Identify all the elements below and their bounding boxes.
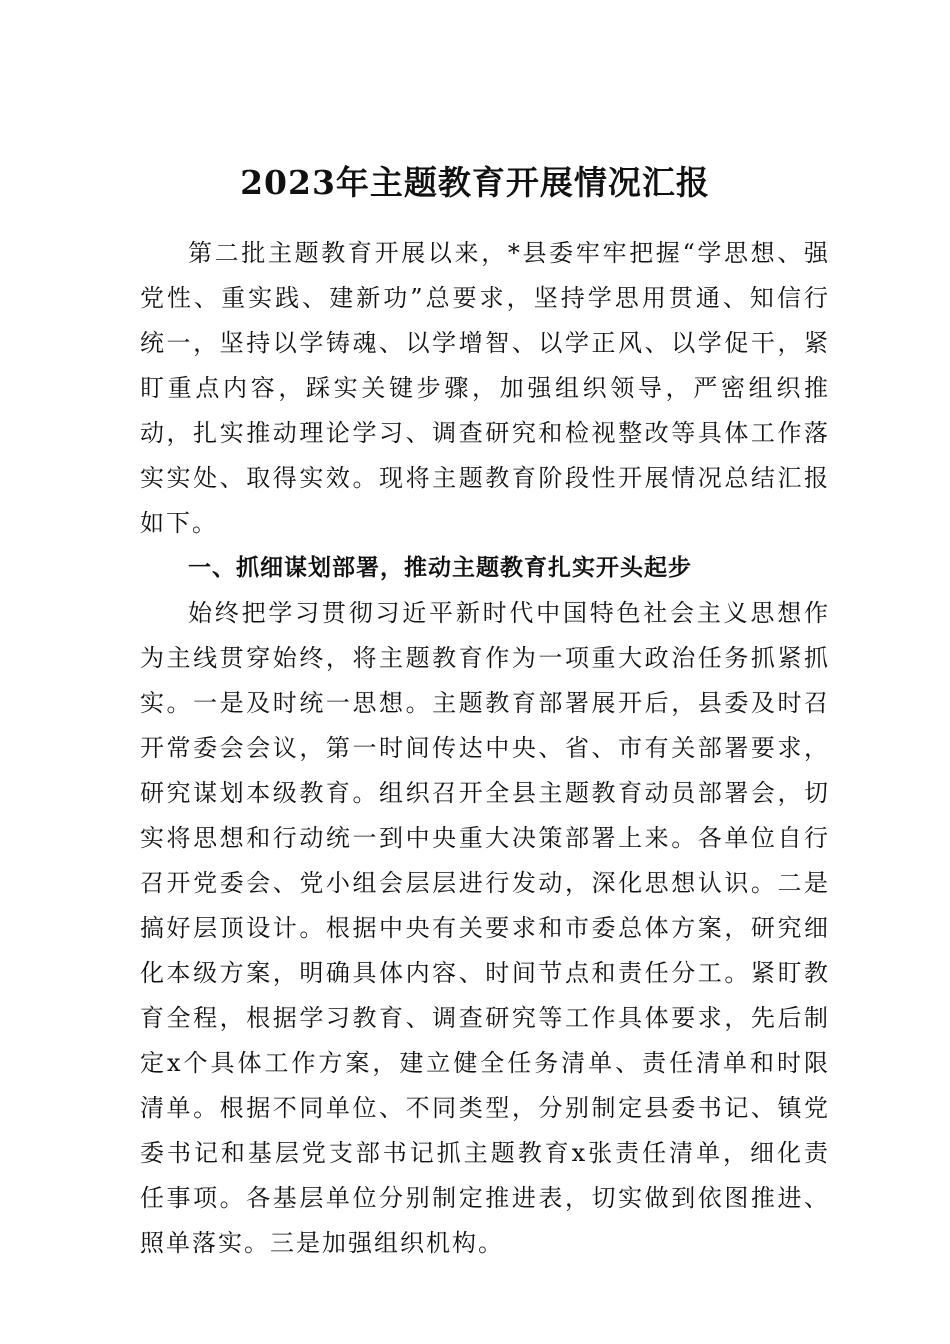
intro-paragraph: 第二批主题教育开展以来，*县委牢牢把握“学思想、强党性、重实践、建新功”总要求，坚持学思用贯通、知信行统一，坚持以学铸魂、以学增智、以学正风、以学促干，紧盯重点内容，踩实关键步骤，加强组织领导，严密组织推动，扎实推动理论学习、调查研究和检视整改等具体工作落实实处、取得实效。现将主题教育阶段性开展情况总结汇报如下。 [140, 239, 830, 537]
section-heading-1: 一、抓细谋划部署，推动主题教育扎实开头起步 [188, 555, 692, 581]
document-body [140, 231, 830, 1266]
document-title: 2023年主题教育开展情况汇报 [240, 163, 710, 203]
section-1-paragraph: 始终把学习贯彻习近平新时代中国特色社会主义思想作为主线贯穿始终，将主题教育作为一项重大政治任务抓紧抓实。一是及时统一思想。主题教育部署展开后，县委及时召开常委会会议，第一时间传达中央、省、市有关部署要求，研究谋划本级教育。组织召开全县主题教育动员部署会，切实将思想和行动统一到中央重大决策部署上来。各单位自行召开党委会、党小组会层层进行发动，深化思想认识。二是搞好层顶设计。根据中央有关要求和市委总体方案，研究细化本级方案，明确具体内容、时间节点和责任分工。紧盯教育全程，根据学习教育、调查研究等工作具体要求，先后制定x个具体工作方案，建立健全任务清单、责任清单和时限清单。根据不同单位、不同类型，分别制定县委书记、镇党委书记和基层党支部书记抓主题教育x张责任清单，细化责任事项。各基层单位分别制定推进表，切实做到依图推进、照单落实。三是加强组织机构。 [140, 599, 830, 1257]
